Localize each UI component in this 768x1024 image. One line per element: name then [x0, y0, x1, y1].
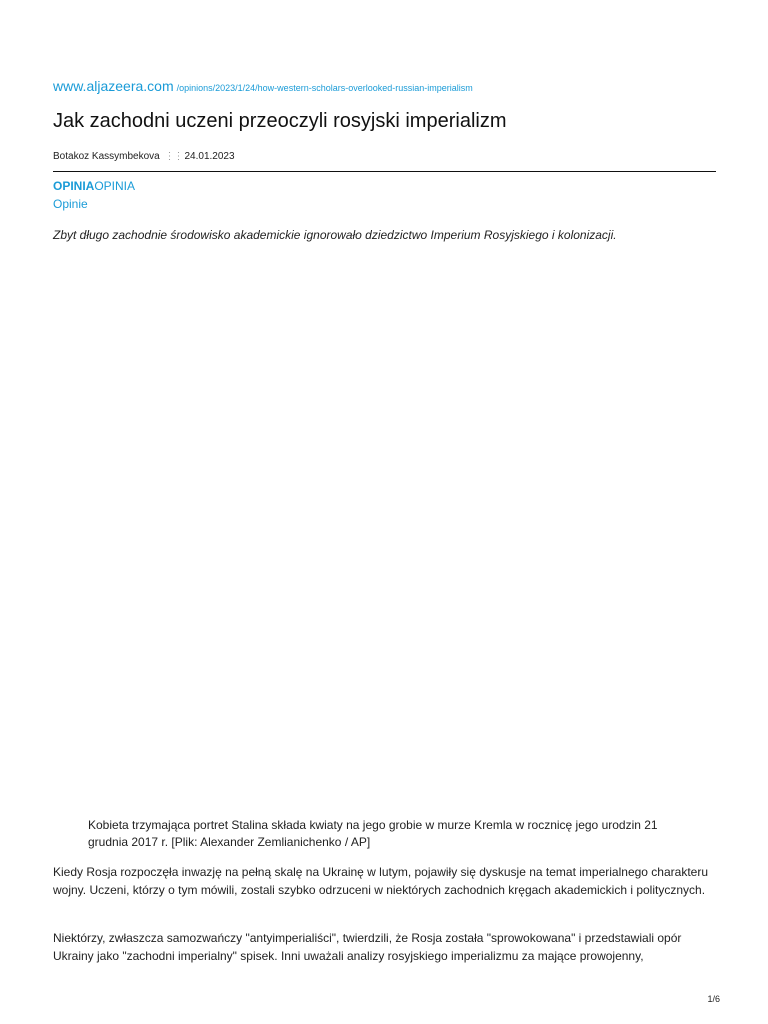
category-bold-link[interactable]: OPINIA	[53, 179, 95, 193]
article-lead: Zbyt długo zachodnie środowisko akademickie ignorowało dziedzictwo Imperium Rosyjskiego i kolonizacji.	[53, 228, 617, 242]
header-divider	[53, 171, 716, 172]
source-url	[53, 78, 473, 96]
source-domain-link[interactable]: www.aljazeera.com	[53, 78, 174, 94]
publish-date: 24.01.2023	[184, 151, 235, 162]
author-name: Botakoz Kassymbekova	[53, 151, 160, 162]
source-path-link[interactable]: /opinions/2023/1/24/how-western-scholars-overlooked-russian-imperialism	[176, 83, 473, 93]
image-caption: Kobieta trzymająca portret Stalina składa kwiaty na jego grobie w murze Kremla w rocznicę jego urodzin 21 grudnia 2017 r. [Plik: Alexander Zemlianichenko / AP]	[88, 818, 658, 849]
page-number: 1/6	[707, 994, 720, 1004]
body-paragraph: Kiedy Rosja rozpoczęła inwazję na pełną skalę na Ukrainę w lutym, pojawiły się dyskusje na temat imperialnego charakteru wojny. Uczeni, którzy o tym mówili, zostali szybko odrzuceni w niektórych zachodnich kręgach akademickich i politycznych.	[53, 865, 708, 897]
category-regular-link[interactable]: OPINIA	[94, 179, 136, 193]
byline	[53, 151, 235, 162]
body-paragraph: Niektórzy, zwłaszcza samozwańczy "antyimperialiści", twierdzili, że Rosja została "sprowokowana" i przedstawiali opór Ukrainy jako "zachodni imperialny" spisek. Inni uważali analizy rosyjskiego imperializmu za mające prowojenny,	[53, 931, 682, 963]
subcategory-link[interactable]: Opinie	[53, 197, 88, 211]
category-label	[53, 179, 135, 193]
article-image-placeholder	[53, 255, 716, 805]
byline-separator: ⋮⋮	[164, 151, 183, 162]
article-title: Jak zachodni uczeni przeoczyli rosyjski imperializm	[53, 110, 507, 132]
